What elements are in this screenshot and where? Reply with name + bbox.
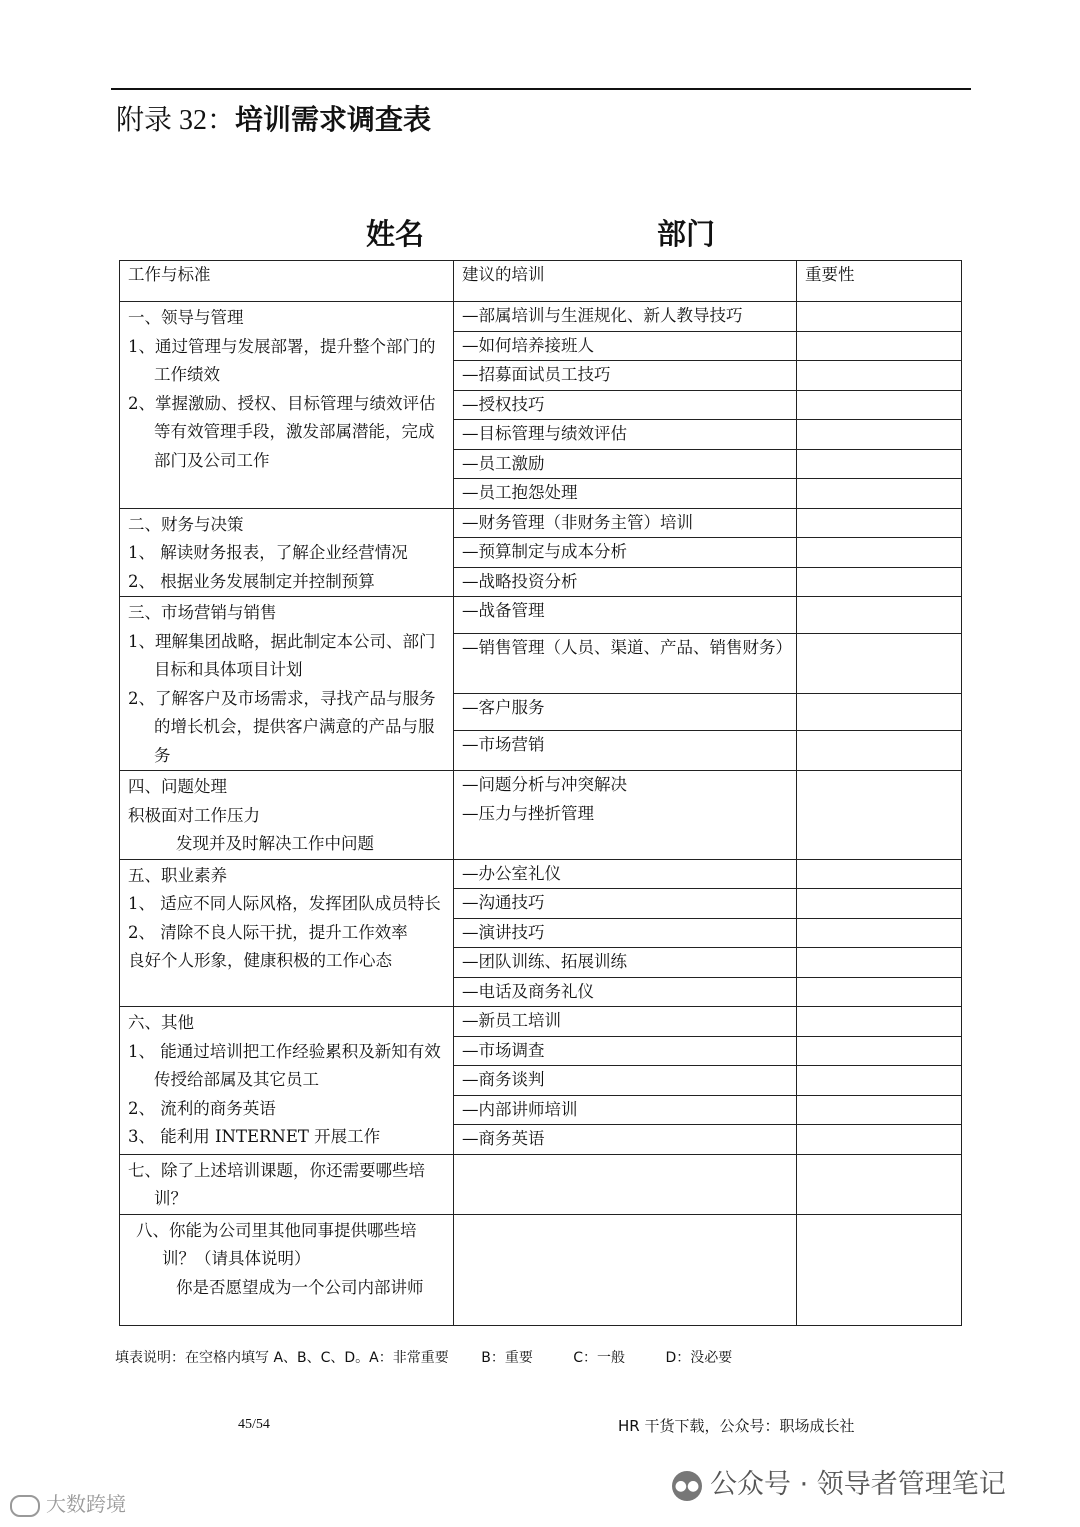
training-item: —市场营销	[454, 731, 797, 771]
section-5-line: 2、 清除不良人际干扰，提升工作效率	[128, 922, 408, 942]
section-5-line: 1、 适应不同人际风格，发挥团队成员特长	[128, 894, 441, 913]
fill-instructions	[115, 1347, 732, 1367]
table-row	[120, 1154, 962, 1214]
training-item: —部属培训与生涯规化、新人教导技巧	[454, 302, 797, 332]
importance-input-cell[interactable]	[797, 479, 962, 509]
table-row	[120, 1007, 962, 1037]
importance-input-cell[interactable]	[797, 302, 962, 332]
training-answer-cell[interactable]	[454, 1214, 797, 1325]
section-2-line: 1、 解读财务报表，了解企业经营情况	[128, 543, 408, 562]
header-suggested-training: 建议的培训	[454, 261, 797, 302]
watermark-left	[10, 1488, 126, 1517]
training-item: —招募面试员工技巧	[454, 361, 797, 391]
importance-input-cell[interactable]	[797, 1214, 962, 1325]
note-c: C：一般	[573, 1350, 626, 1366]
section-6-title: 六、其他	[128, 1013, 194, 1032]
section-3-cell	[120, 597, 454, 771]
training-item: —团队训练、拓展训练	[454, 948, 797, 978]
importance-input-cell[interactable]	[797, 948, 962, 978]
section-6-line: 2、 流利的商务英语	[128, 1098, 276, 1118]
section-7-question: 七、除了上述培训课题，你还需要哪些培训？	[120, 1154, 454, 1214]
training-item-group	[454, 771, 797, 860]
section-4-title: 四、问题处理	[128, 777, 227, 796]
table-header-row	[120, 261, 962, 302]
training-item: —如何培养接班人	[454, 331, 797, 361]
importance-input-cell[interactable]	[797, 331, 962, 361]
training-answer-cell[interactable]	[454, 1154, 797, 1214]
importance-input-cell[interactable]	[797, 1125, 962, 1155]
training-item: —预算制定与成本分析	[454, 538, 797, 568]
training-item: —财务管理（非财务主管）培训	[454, 508, 797, 538]
training-item: —新员工培训	[454, 1007, 797, 1037]
section-4-line: 发现并及时解决工作中问题	[176, 834, 374, 853]
top-rule	[111, 88, 971, 90]
note-b: B：重要	[481, 1350, 533, 1366]
title-prefix: 附录 32：	[116, 105, 236, 136]
importance-input-cell[interactable]	[797, 1066, 962, 1096]
section-1-cell	[120, 302, 454, 509]
section-1-line: 1、通过管理与发展部署，提升整个部门的工作绩效	[128, 336, 436, 384]
logo-icon	[10, 1495, 40, 1517]
section-8-cell	[120, 1214, 454, 1325]
importance-input-cell[interactable]	[797, 771, 962, 860]
importance-input-cell[interactable]	[797, 1036, 962, 1066]
training-item: —授权技巧	[454, 390, 797, 420]
importance-input-cell[interactable]	[797, 1007, 962, 1037]
watermark-left-text: 大数跨境	[46, 1492, 126, 1516]
training-item: —目标管理与绩效评估	[454, 420, 797, 450]
section-6-line: 1、 能通过培训把工作经验累积及新知有效传授给部属及其它员工	[128, 1041, 441, 1089]
table-row	[120, 508, 962, 538]
training-item: —问题分析与冲突解决	[462, 775, 627, 794]
importance-input-cell[interactable]	[797, 1095, 962, 1125]
training-item: —演讲技巧	[454, 918, 797, 948]
section-5-cell	[120, 859, 454, 1007]
header-importance: 重要性	[797, 261, 962, 302]
importance-input-cell[interactable]	[797, 538, 962, 568]
section-3-title: 三、市场营销与销售	[128, 603, 277, 622]
importance-input-cell[interactable]	[797, 634, 962, 694]
training-item: —员工抱怨处理	[454, 479, 797, 509]
training-item: —员工激励	[454, 449, 797, 479]
importance-input-cell[interactable]	[797, 597, 962, 634]
importance-input-cell[interactable]	[797, 977, 962, 1007]
training-item: —客户服务	[454, 694, 797, 731]
table-row	[120, 771, 962, 860]
section-6-line: 3、 能利用 INTERNET 开展工作	[128, 1127, 381, 1146]
training-item: —市场调查	[454, 1036, 797, 1066]
importance-input-cell[interactable]	[797, 1154, 962, 1214]
importance-input-cell[interactable]	[797, 918, 962, 948]
importance-input-cell[interactable]	[797, 390, 962, 420]
wechat-icon: ●●	[672, 1471, 702, 1501]
footer-source: HR 干货下载，公众号：职场成长社	[618, 1417, 855, 1435]
page-title	[116, 98, 431, 138]
training-item: —销售管理（人员、渠道、产品、销售财务）	[454, 634, 797, 694]
table-row	[120, 302, 962, 332]
importance-input-cell[interactable]	[797, 859, 962, 889]
section-2-cell	[120, 508, 454, 597]
training-item: —电话及商务礼仪	[454, 977, 797, 1007]
department-label: 部门	[657, 217, 716, 251]
watermark-right-text: 公众号 · 领导者管理笔记	[710, 1469, 1006, 1500]
section-3-line: 2、了解客户及市场需求，寻找产品与服务的增长机会，提供客户满意的产品与服务	[128, 688, 436, 765]
section-1-title: 一、领导与管理	[128, 308, 244, 327]
importance-input-cell[interactable]	[797, 694, 962, 731]
training-item: —商务谈判	[454, 1066, 797, 1096]
section-2-line: 2、 根据业务发展制定并控制预算	[128, 571, 375, 591]
training-item: —沟通技巧	[454, 889, 797, 919]
importance-input-cell[interactable]	[797, 567, 962, 597]
table-row	[120, 1214, 962, 1325]
section-8-line: 你是否愿望成为一个公司内部讲师	[176, 1277, 424, 1297]
note-d: D：没必要	[665, 1350, 733, 1366]
training-item: —压力与挫折管理	[462, 803, 594, 823]
section-4-cell	[120, 771, 454, 860]
training-item: —战备管理	[454, 597, 797, 634]
importance-input-cell[interactable]	[797, 449, 962, 479]
name-label: 姓名	[366, 217, 425, 251]
training-item: —商务英语	[454, 1125, 797, 1155]
importance-input-cell[interactable]	[797, 361, 962, 391]
section-3-line: 1、理解集团战略，据此制定本公司、部门目标和具体项目计划	[128, 631, 436, 679]
training-item: —办公室礼仪	[454, 859, 797, 889]
title-main: 培训需求调查表	[235, 103, 432, 136]
section-2-title: 二、财务与决策	[128, 514, 244, 534]
training-survey-table	[119, 260, 962, 1326]
section-6-cell	[120, 1007, 454, 1155]
table-row	[120, 859, 962, 889]
importance-input-cell[interactable]	[797, 889, 962, 919]
importance-input-cell[interactable]	[797, 731, 962, 771]
watermark-right	[672, 1462, 1006, 1501]
section-1-line: 2、掌握激励、授权、目标管理与绩效评估等有效管理手段，激发部属潜能，完成部门及公司工作	[128, 393, 436, 470]
page-number: 45/54	[238, 1417, 270, 1432]
section-4-line: 积极面对工作压力	[128, 805, 260, 825]
header-work-standard: 工作与标准	[120, 261, 454, 302]
section-8-question: 八、你能为公司里其他同事提供哪些培训？（请具体说明）	[136, 1220, 417, 1268]
note-label: 填表说明：在空格内填写 A、B、C、D。A：非常重要	[115, 1350, 449, 1366]
section-5-title: 五、职业素养	[128, 865, 227, 885]
section-5-line: 良好个人形象，健康积极的工作心态	[128, 951, 392, 970]
importance-input-cell[interactable]	[797, 420, 962, 450]
training-item: —内部讲师培训	[454, 1095, 797, 1125]
importance-input-cell[interactable]	[797, 508, 962, 538]
table-row	[120, 597, 962, 634]
training-item: —战略投资分析	[454, 567, 797, 597]
